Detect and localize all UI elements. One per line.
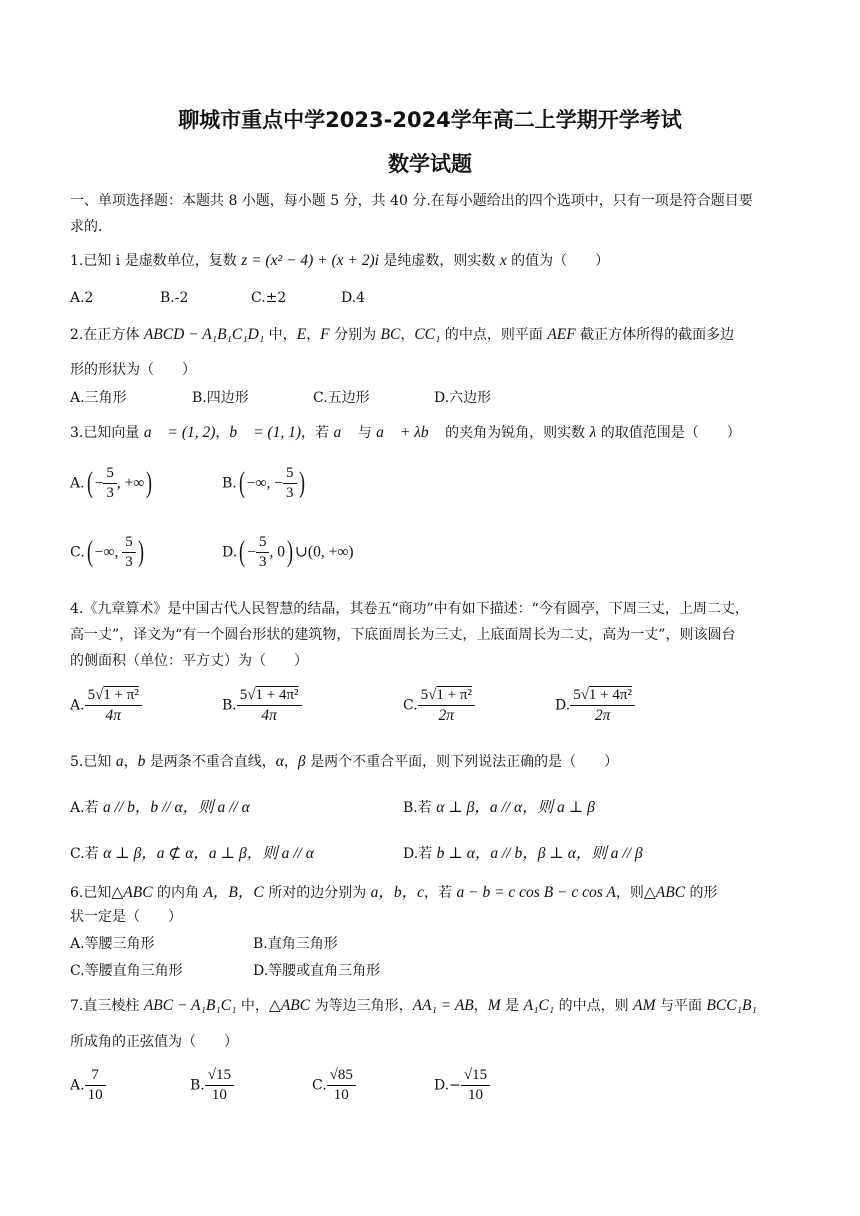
q6-option-d[interactable]: D.等腰或直角三角形 — [253, 963, 381, 979]
q7-option-c[interactable]: C. $\frac{√85}{10}$ — [312, 1066, 356, 1105]
question-2-line1: 2.在正方体 ABCD − A₁B₁C₁D₁ 中，E，F 分别为 BC，CC₁ 的中点，则平面 AEF 截正方体所得的截面多边 — [70, 326, 735, 343]
q7-option-b[interactable]: B. $\frac{√15}{10}$ — [190, 1066, 234, 1105]
q3-option-d[interactable]: D.( − $\frac{5}{3}$ , 0) ∪(0, +∞) — [222, 534, 354, 570]
question-2-line2: 形的形状为（ ） — [70, 362, 196, 378]
question-7-line2: 所成角的正弦值为（ ） — [70, 1034, 238, 1050]
q4-option-b[interactable]: B. $\frac{\text{5√1 + 4π²}}{4\pi}$ — [222, 686, 302, 725]
q4-option-c[interactable]: C. $\frac{\text{5√1 + π²}}{2\pi}$ — [403, 686, 475, 725]
q1-option-a[interactable]: A.2 — [70, 290, 94, 306]
question-3: 3.已知向量 a⃗ = (1, 2)，b⃗ = (1, 1)，若 a⃗ 与 a⃗ + λb⃗ 的夹角为锐角，则实数 λ 的取值范围是（ ） — [70, 424, 741, 441]
question-6-line2: 状一定是（ ） — [70, 909, 182, 925]
question-6-line1: 6.已知△ABC 的内角 A，B，C 所对的边分别为 a，b，c，若 a − b = c cos B − c cos A，则△ABC 的形 — [70, 884, 718, 901]
q5-option-d[interactable]: D.若 b ⊥ α，a // b，β ⊥ α，则 a // β — [403, 845, 643, 862]
question-7-line1: 7.直三棱柱 ABC − A₁B₁C₁ 中，△ABC 为等边三角形，AA₁ = AB，M 是 A₁C₁ 的中点，则 AM 与平面 BCC₁B₁ — [70, 997, 757, 1014]
q5-option-c[interactable]: C.若 α ⊥ β，a ⊄ α，a ⊥ β，则 a // α — [70, 845, 314, 862]
q3-option-a[interactable]: A.( − $\frac{5}{3}$ , +∞) — [70, 465, 153, 501]
q6-option-b[interactable]: B.直角三角形 — [253, 936, 338, 952]
q2-option-a[interactable]: A.三角形 — [70, 390, 127, 406]
exam-subtitle: 数学试题 — [388, 152, 472, 176]
section-instructions-line2: 求的. — [70, 219, 103, 235]
question-4-line3: 的侧面积（单位：平方丈）为（ ） — [70, 653, 308, 669]
question-4-line2: 高一丈”，译文为“有一个圆台形状的建筑物，下底面周长为三丈，上底面周长为二丈，高为一丈”，则该圆台 — [70, 627, 736, 643]
q1-option-b[interactable]: B.-2 — [160, 290, 189, 306]
question-5: 5.已知 a，b 是两条不重合直线，α，β 是两个不重合平面，则下列说法正确的是（ ） — [70, 753, 619, 770]
q3-option-c[interactable]: C.( −∞, $\frac{5}{3}$ ) — [70, 534, 144, 570]
q7-option-a[interactable]: A. $\frac{7}{10}$ — [70, 1066, 106, 1105]
exam-title: 聊城市重点中学2023-2024学年高二上学期开学考试 — [178, 108, 682, 132]
question-4-line1: 4.《九章算术》是中国古代人民智慧的结晶，其卷五“商功”中有如下描述：“今有圆亭，下周三丈，上周二丈， — [70, 601, 749, 617]
q5-option-b[interactable]: B.若 α ⊥ β，a // α，则 a ⊥ β — [403, 799, 595, 816]
q7-option-d[interactable]: D.− $\frac{√15}{10}$ — [434, 1066, 490, 1105]
q4-option-d[interactable]: D. $\frac{\text{5√1 + 4π²}}{2\pi}$ — [555, 686, 635, 725]
question-1: 1.已知 i 是虚数单位，复数 z = (x² − 4) + (x + 2)i 是纯虚数，则实数 x 的值为（ ） — [70, 252, 610, 269]
q6-option-c[interactable]: C.等腰直角三角形 — [70, 963, 183, 979]
q1-option-c[interactable]: C.±2 — [251, 290, 287, 306]
q4-option-a[interactable]: A. $\frac{\text{5√1 + π²}}{4\pi}$ — [70, 686, 142, 725]
q2-option-c[interactable]: C.五边形 — [313, 390, 370, 406]
q5-option-a[interactable]: A.若 a // b，b // α，则 a // α — [70, 799, 250, 816]
q2-option-b[interactable]: B.四边形 — [192, 390, 249, 406]
q1-formula: z = (x² − 4) + (x + 2)i — [241, 252, 379, 269]
q2-option-d[interactable]: D.六边形 — [434, 390, 492, 406]
q3-option-b[interactable]: B.( −∞, − $\frac{5}{3}$ ) — [222, 465, 305, 501]
q6-option-a[interactable]: A.等腰三角形 — [70, 936, 155, 952]
q1-option-d[interactable]: D.4 — [341, 290, 366, 306]
section-instructions-line1: 一、单项选择题：本题共 8 小题，每小题 5 分，共 40 分.在每小题给出的四个选项中，只有一项是符合题目要 — [70, 193, 753, 209]
